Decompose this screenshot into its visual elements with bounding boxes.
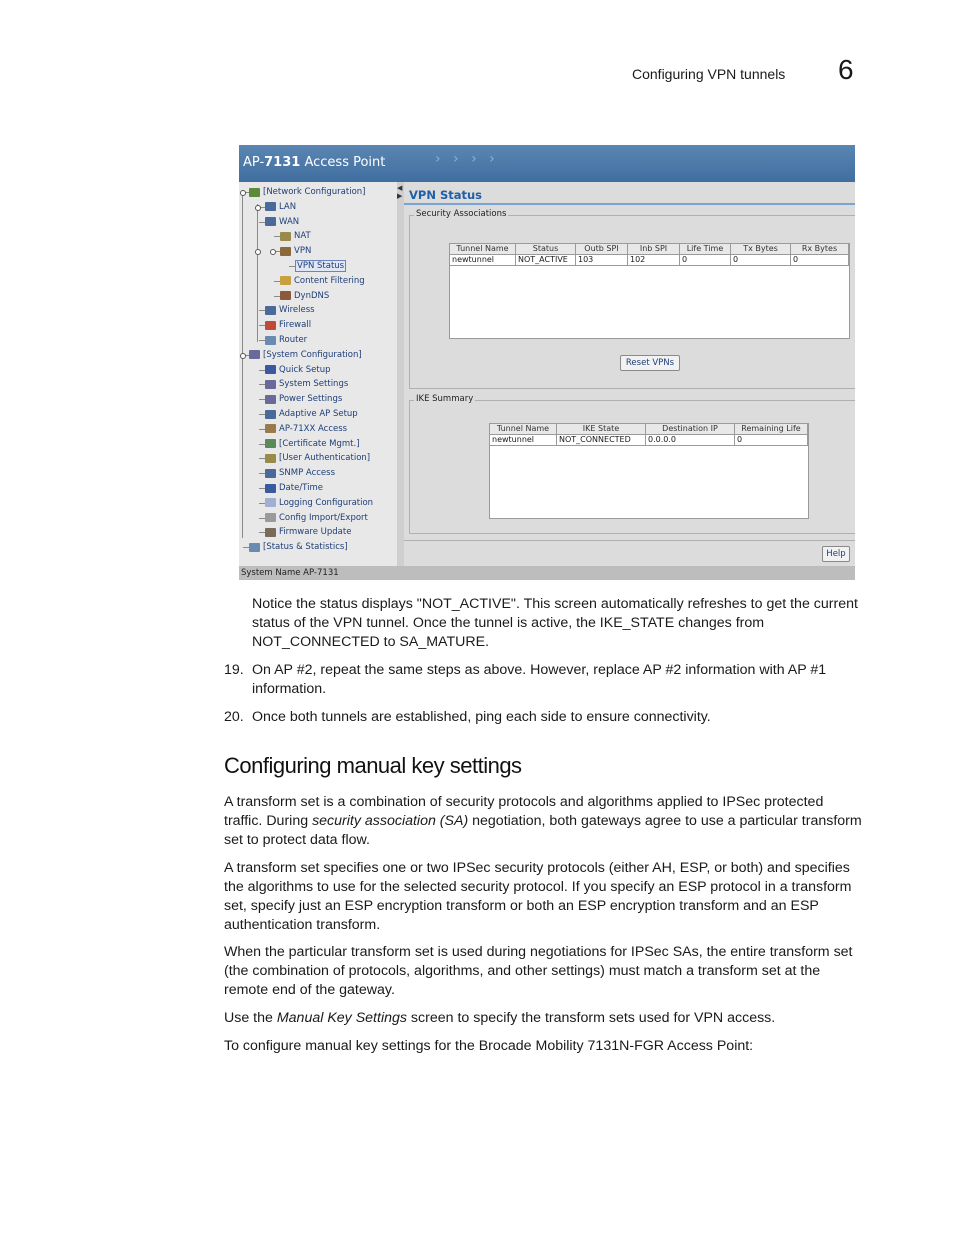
app-banner: [239, 145, 855, 182]
tree-item-label: System Settings: [279, 379, 349, 390]
tree-item-label: Logging Configuration: [279, 497, 374, 508]
tree-item-vpn[interactable]: [280, 244, 311, 258]
table-row[interactable]: [450, 255, 849, 266]
chapter-number: 6: [838, 54, 854, 85]
status-bar: System Name AP-7131: [239, 566, 855, 580]
tree-node-icon: [265, 424, 276, 433]
tree-node-icon: [249, 543, 260, 552]
tree-item-label: Adaptive AP Setup: [279, 409, 358, 419]
tree-item-firmware-update[interactable]: [265, 525, 351, 539]
column-header[interactable]: IKE State: [557, 424, 646, 435]
app-title: AP-7131 Access Point: [243, 155, 386, 170]
tree-item-system-settings[interactable]: [265, 377, 348, 391]
tree-item-certificate-mgmt[interactable]: [265, 437, 360, 451]
tree-node-icon: [265, 336, 276, 345]
tree-node-icon: [280, 232, 291, 241]
panel-title: VPN Status: [409, 188, 483, 202]
ike-header-row: [490, 424, 808, 435]
tree-node-icon: [249, 350, 260, 359]
table-cell: NOT_CONNECTED: [557, 435, 646, 446]
column-header[interactable]: Inb SPI: [628, 244, 680, 255]
tree-item-label: Date/Time: [279, 483, 323, 493]
ike-summary-table: [489, 423, 809, 519]
tree-item-ap-71xx-access[interactable]: [265, 422, 347, 436]
tree-expander-icon[interactable]: [240, 353, 246, 359]
tree-node-icon: [265, 365, 276, 374]
tree-node-icon: [265, 395, 276, 404]
paragraph-manual-key-screen: Use the Manual Key Settings screen to specify the transform sets used for VPN access.: [224, 1010, 776, 1026]
table-cell: 0.0.0.0: [646, 435, 735, 446]
tree-expander-icon[interactable]: [255, 249, 261, 255]
tree-node-icon: [265, 454, 276, 463]
tree-item-label: VPN Status: [297, 261, 345, 271]
tree-item-label: SNMP Access: [279, 468, 336, 479]
tree-node-icon: [265, 410, 276, 419]
tree-item-quick-setup[interactable]: [265, 363, 330, 377]
running-header-title: Configuring VPN tunnels: [632, 66, 786, 82]
tree-item-network-configuration[interactable]: [249, 185, 365, 199]
tree-item-label: [Status & Statistics]: [263, 542, 348, 553]
tree-expander-icon[interactable]: [255, 205, 261, 211]
tree-node-icon: [265, 513, 276, 522]
table-cell: NOT_ACTIVE: [516, 255, 576, 266]
help-button[interactable]: Help: [822, 546, 850, 562]
table-cell: 0: [680, 255, 731, 266]
tree-item-status-statistics[interactable]: [249, 540, 348, 554]
pane-splitter[interactable]: ◀ ▶: [397, 182, 404, 566]
tree-item-label: [Certificate Mgmt.]: [279, 438, 360, 449]
tree-item-label: DynDNS: [294, 290, 330, 301]
column-header[interactable]: Outb SPI: [576, 244, 628, 255]
tree-item-wireless[interactable]: [265, 303, 315, 317]
tree-item-wan[interactable]: [265, 215, 299, 229]
tree-item-label: [User Authentication]: [279, 453, 371, 464]
tree-node-icon: [265, 439, 276, 448]
table-cell: 102: [628, 255, 680, 266]
security-associations-table: [449, 243, 850, 339]
tree-item-snmp-access[interactable]: [265, 466, 335, 480]
tree-item-user-authentication[interactable]: [265, 451, 370, 465]
tree-item-date-time[interactable]: [265, 481, 323, 495]
column-header[interactable]: Remaining Life: [735, 424, 808, 435]
tree-item-label: [System Configuration]: [263, 349, 362, 360]
reset-vpns-button[interactable]: Reset VPNs: [620, 355, 680, 371]
tree-item-logging-configuration[interactable]: [265, 496, 373, 510]
column-header[interactable]: Tunnel Name: [490, 424, 557, 435]
column-header[interactable]: Rx Bytes: [791, 244, 849, 255]
column-header[interactable]: Destination IP: [646, 424, 735, 435]
tree-node-icon: [265, 484, 276, 493]
tree-item-dyndns[interactable]: [280, 289, 329, 303]
paragraph-configure-intro: To configure manual key settings for the Brocade Mobility 7131N-FGR Access Point:: [224, 1038, 754, 1054]
table-row[interactable]: [490, 435, 808, 446]
tree-item-label: LAN: [279, 201, 297, 212]
table-cell: newtunnel: [490, 435, 557, 446]
tree-item-label: AP-71XX Access: [279, 423, 348, 434]
step-19-text: On AP #2, repeat the same steps as above. However, replace AP #2 information with AP #1 information.: [252, 662, 827, 697]
tree-item-label: WAN: [279, 216, 300, 227]
table-cell: 103: [576, 255, 628, 266]
tree-item-content-filtering[interactable]: [280, 274, 365, 288]
paragraph-transform-set: A transform set is a combination of security protocols and algorithms applied to IPSec protected traffic. During security association (SA) negotiation, both gateways agree to use a particular transform set to protect data flow.: [224, 794, 862, 848]
tree-node-icon: [265, 528, 276, 537]
step-19-number: 19.: [224, 662, 244, 678]
table-cell: 0: [731, 255, 791, 266]
tree-node-icon: [265, 469, 276, 478]
tree-node-icon: [265, 202, 276, 211]
security-associations-label: Security Associations: [416, 209, 507, 219]
ike-summary-label: IKE Summary: [416, 394, 474, 404]
title-underline: [404, 203, 855, 205]
tree-node-icon: [265, 321, 276, 330]
tree-expander-icon[interactable]: [270, 249, 276, 255]
vpn-status-panel: [404, 182, 855, 566]
table-cell: newtunnel: [450, 255, 516, 266]
tree-node-icon: [265, 306, 276, 315]
tree-item-label: [Network Configuration]: [263, 187, 366, 197]
tree-node-icon: [265, 380, 276, 389]
sa-header-row: [450, 244, 849, 255]
tree-item-label: Power Settings: [279, 394, 343, 405]
table-cell: 0: [735, 435, 808, 446]
tree-node-icon: [249, 188, 260, 197]
tree-item-power-settings[interactable]: [265, 392, 342, 406]
step-20-number: 20.: [224, 709, 244, 725]
vpn-status-screenshot: [239, 145, 855, 580]
tree-item-vpn-status[interactable]: [295, 259, 346, 273]
column-header[interactable]: Life Time: [680, 244, 731, 255]
tree-item-router[interactable]: [265, 333, 307, 347]
tree-item-nat[interactable]: [280, 229, 311, 243]
tree-item-label: NAT: [294, 231, 311, 242]
tree-item-label: Wireless: [279, 305, 315, 316]
tree-item-lan[interactable]: [265, 200, 296, 214]
column-header[interactable]: Tx Bytes: [731, 244, 791, 255]
paragraph-negotiations: When the particular transform set is used during negotiations for IPSec SAs, the entire transform set (the combination of protocols, algorithms, and other settings) must match a transform set at the remote end of the gateway.: [224, 944, 853, 998]
paragraph-ipsec-protocols: A transform set specifies one or two IPSec security protocols (either AH, ESP, or both) and specifies the algorithms to use for the selected security protocol. If you specify an ESP protocol in a transform set, specify just an ESP encryption transform or both an ESP encryption transform and an ESP authentication transform.: [224, 860, 852, 933]
notice-paragraph: Notice the status displays "NOT_ACTIVE". This screen automatically refreshes to get the current status of the VPN tunnel. Once the tunnel is active, the IKE_STATE changes from NOT_CONNECTED to SA_MATURE.: [252, 596, 858, 650]
tree-item-label: Config Import/Export: [279, 512, 368, 523]
column-header[interactable]: Status: [516, 244, 576, 255]
tree-node-icon: [280, 247, 291, 256]
tree-node-icon: [280, 291, 291, 300]
tree-item-label: Quick Setup: [279, 364, 331, 375]
tree-item-system-configuration[interactable]: [249, 348, 362, 362]
tree-item-label: Router: [279, 335, 308, 345]
tree-expander-icon[interactable]: [240, 190, 246, 196]
section-heading: Configuring manual key settings: [224, 753, 522, 778]
tree-node-icon: [265, 217, 276, 226]
step-20-text: Once both tunnels are established, ping each side to ensure connectivity.: [252, 709, 711, 725]
tree-item-adaptive-ap-setup[interactable]: [265, 407, 358, 421]
tree-item-config-import-export[interactable]: [265, 511, 368, 525]
column-header[interactable]: Tunnel Name: [450, 244, 516, 255]
banner-decoration: › › › ›: [435, 151, 499, 167]
tree-item-label: VPN: [294, 246, 312, 257]
tree-item-label: Content Filtering: [294, 275, 365, 286]
navigation-tree: [239, 182, 398, 566]
tree-item-label: Firmware Update: [279, 527, 352, 538]
tree-item-firewall[interactable]: [265, 318, 311, 332]
tree-node-icon: [265, 498, 276, 507]
tree-item-label: Firewall: [279, 320, 312, 331]
tree-node-icon: [280, 276, 291, 285]
table-cell: 0: [791, 255, 849, 266]
